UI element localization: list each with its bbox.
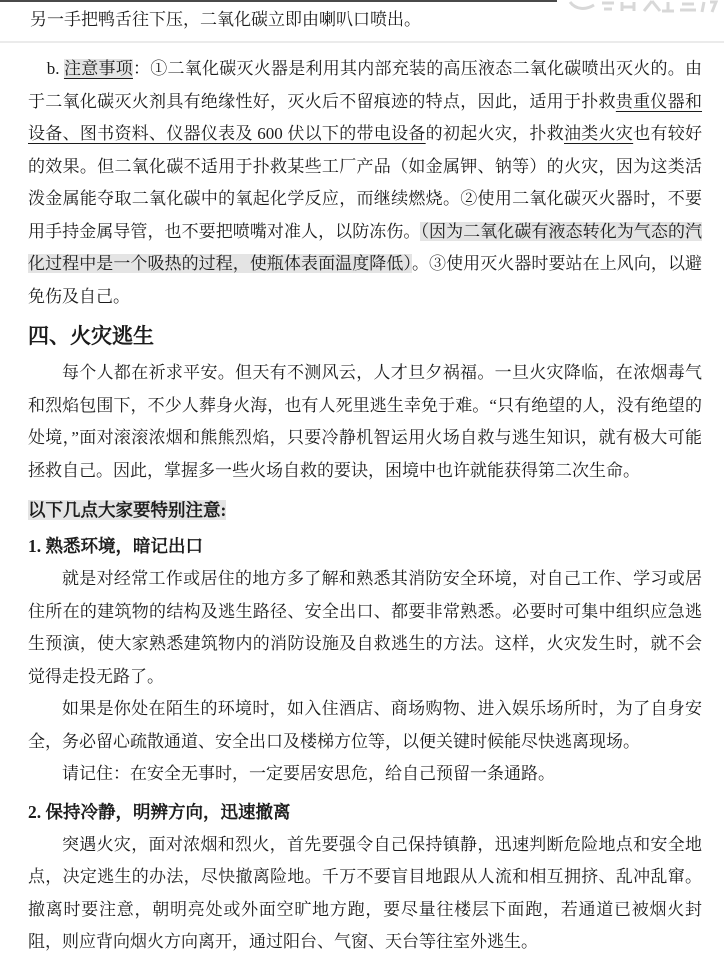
paragraph-co2-extinguisher-notes: [28, 53, 702, 313]
text-segment: 油类火灾: [564, 124, 634, 143]
text-segment: ：①二氧化碳灭火器是利用其内部充装的高压液态二氧化碳喷出灭火的。由于二氧化碳灭火剂具有绝缘性好，灭火后不留痕迹的特点，因此，适用于扑救: [28, 59, 703, 111]
paragraph-know-environment-2: 如果是你处在陌生的环境时，如入住酒店、商场购物、进入娱乐场所时，为了自身安全，务必留心疏散通道、安全出口及楼梯方位等，以便关键时候能尽快逃离现场。: [28, 699, 702, 751]
section-heading-fire-escape: 四、火灾逃生: [28, 324, 154, 348]
paragraph-know-environment-3: 请记住：在安全无事时，一定要居安思危，给自己预留一条通路。: [62, 764, 555, 783]
text-segment: 。③使用灭火器时要站在上风向，以避免伤及自己。: [28, 254, 703, 306]
paragraph-fire-escape-intro: 每个人都在祈求平安。但天有不测风云，人才旦夕祸福。一旦火灾降临，在浓烟毒气和烈焰包围下，不少人葬身火海，也有人死里逃生幸免于难。“只有绝望的人，没有绝望的处境，”面对滚滚浓烟和熊熊烈焰，只要冷静机智运用火场自救与逃生知识，就有极大可能拯救自己。因此，掌握多一些火场自救的要诀，困境中也许就能获得第二次生命。: [28, 363, 702, 480]
text-segment: （因为二氧化碳有液态转化为气态的汽化过程中是一个吸热的过程，使瓶体表面温度降低）: [28, 221, 703, 273]
paragraph-stay-calm-1: 突遇火灾，面对浓烟和烈火，首先要强令自己保持镇静，迅速判断危险地点和安全地点，决定逃生的办法，尽快撤离险地。千万不要盲目地跟从人流和相互拥挤、乱冲乱窜。撤离时要注意，朝明亮处或外面空旷地方跑，要尽量往楼层下面跑，若通道已被烟火封阻，则应背向烟火方向离开，通过阳台、气窗、天台等往室外逃生。: [28, 834, 702, 951]
note-special-attention: [28, 495, 702, 525]
text-segment: 的初起火灾，扑救: [425, 124, 564, 143]
subsection-heading-know-environment: 1. 熟悉环境，暗记出口: [28, 536, 203, 556]
text-segment: b.: [46, 59, 64, 78]
text-segment: 也有较好的效果。但二氧化碳不适用于扑救某些工厂产品（如金属钾、钠等）的火灾，因为这类活泼金属能夺取二氧化碳中的氧起化学反应，而继续燃烧。②使用二氧化碳灭火器时，不要用手持金属导管，也不要把喷嘴对准人，以防冻伤。: [28, 124, 703, 241]
text-segment: 贵重仪器和设备、图书资料、仪器仪表及 600 伏以下的带电设备: [28, 91, 703, 143]
document-body: [0, 43, 724, 959]
note-special-attention-text: 以下几点大家要特别注意:: [28, 500, 227, 520]
clipped-watermark-logo-icon: [568, 0, 718, 14]
top-edge-line: [0, 0, 557, 2]
subsection-heading-stay-calm: 2. 保持冷静，明辨方向，迅速撤离: [28, 801, 291, 822]
text-segment: 注意事项: [63, 59, 133, 78]
previous-paragraph-tail: 另一手把鸭舌往下压，二氧化碳立即由喇叭口喷出。: [30, 10, 421, 29]
paragraph-know-environment-1: 就是对经常工作或居住的地方多了解和熟悉其消防安全环境，对自己工作、学习或居住所在的建筑物的结构及逃生路径、安全出口、都要非常熟悉。必要时可集中组织应急逃生预演，使大家熟悉建筑物内的消防设施及自救逃生的方法。这样，火灾发生时，就不会觉得走投无路了。: [28, 569, 702, 686]
